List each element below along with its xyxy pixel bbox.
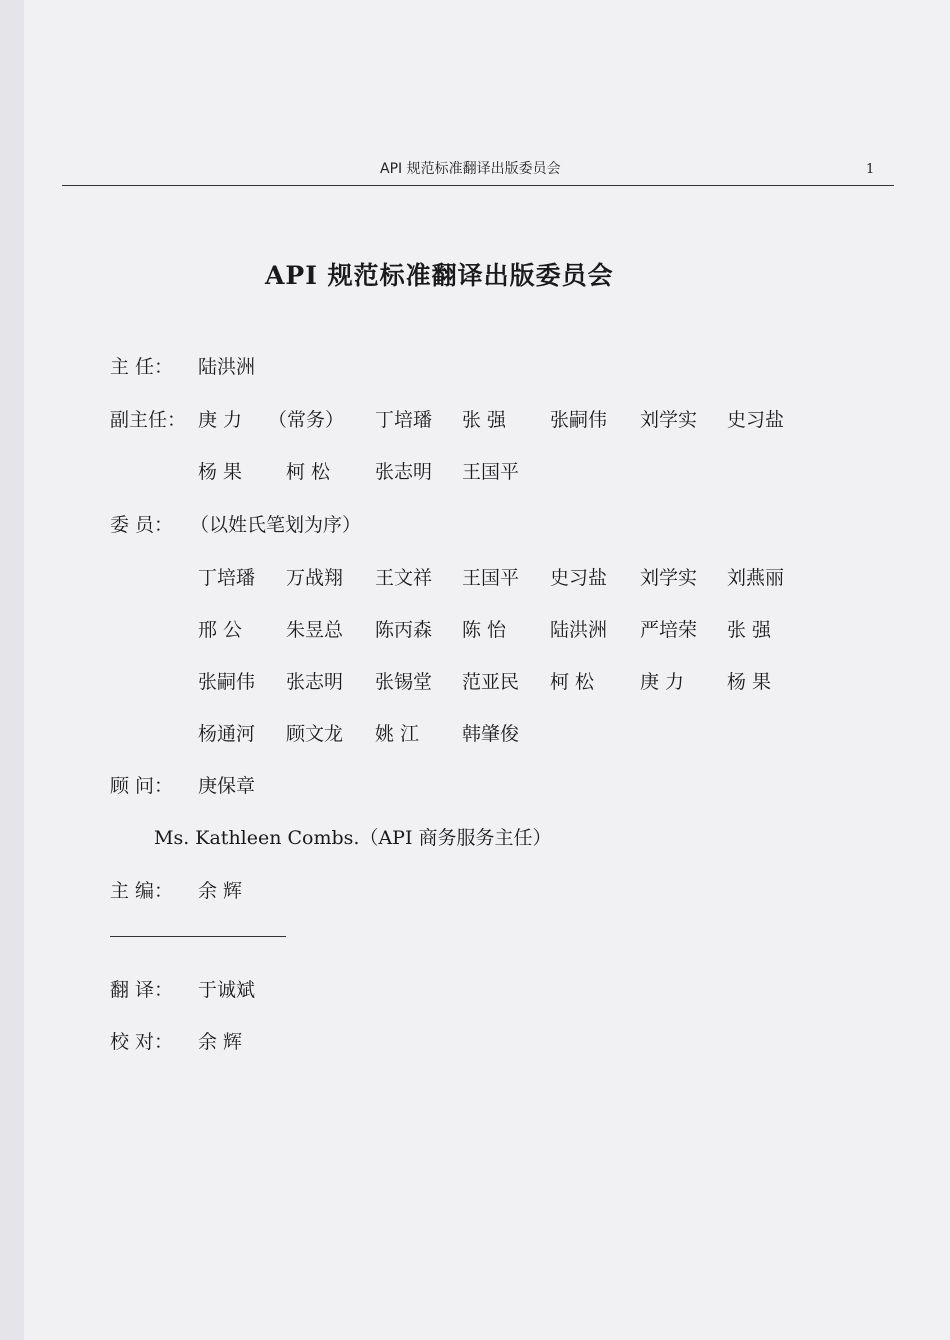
member-name: 史习盐 <box>550 567 608 589</box>
translator-name: 于诚斌 <box>198 979 256 1001</box>
editor-name: 余 辉 <box>198 880 243 902</box>
member-name: 顾文龙 <box>286 723 344 745</box>
deputy-note: （常务） <box>268 409 345 431</box>
running-header: API 规范标准翻译出版委员会 <box>380 161 561 177</box>
director-label: 主 任： <box>110 356 174 378</box>
translator-label: 翻 译： <box>110 979 174 1001</box>
member-name: 邢 公 <box>198 619 243 641</box>
member-name: 柯 松 <box>550 671 595 693</box>
member-name: 陈丙森 <box>375 619 433 641</box>
deputy-name: 丁培璠 <box>375 409 433 431</box>
member-name: 丁培璠 <box>198 567 256 589</box>
member-name: 范亚民 <box>462 671 520 693</box>
advisor-name-2: Ms. Kathleen Combs.（API 商务服务主任） <box>154 827 552 849</box>
header-rule <box>62 185 894 186</box>
deputy-name: 杨 果 <box>198 461 243 483</box>
member-name: 陆洪洲 <box>550 619 608 641</box>
member-name: 杨 果 <box>727 671 772 693</box>
member-name: 王国平 <box>462 567 520 589</box>
member-name: 朱昱总 <box>286 619 344 641</box>
member-name: 杨通河 <box>198 723 256 745</box>
deputy-name: 刘学实 <box>640 409 698 431</box>
member-name: 刘燕丽 <box>727 567 785 589</box>
member-name: 张嗣伟 <box>198 671 256 693</box>
member-name: 陈 怡 <box>462 619 507 641</box>
member-name: 姚 江 <box>375 723 420 745</box>
editor-label: 主 编： <box>110 880 174 902</box>
member-name: 张锡堂 <box>375 671 433 693</box>
deputy-name: 张志明 <box>375 461 433 483</box>
members-note: （以姓氏笔划为序） <box>190 514 362 536</box>
proofreader-name: 余 辉 <box>198 1031 243 1053</box>
deputy-director-label: 副主任： <box>110 409 187 431</box>
member-name: 万战翔 <box>286 567 344 589</box>
member-name: 王文祥 <box>375 567 433 589</box>
member-name: 张志明 <box>286 671 344 693</box>
member-name: 韩肇俊 <box>462 723 520 745</box>
page-number: 1 <box>866 162 875 177</box>
deputy-name: 柯 松 <box>286 461 331 483</box>
advisor-name: 庚保章 <box>198 775 256 797</box>
deputy-name: 张嗣伟 <box>550 409 608 431</box>
director-name: 陆洪洲 <box>198 356 256 378</box>
deputy-name: 王国平 <box>462 461 520 483</box>
advisor-label: 顾 问： <box>110 775 174 797</box>
page-title: API 规范标准翻译出版委员会 <box>265 261 614 290</box>
member-name: 刘学实 <box>640 567 698 589</box>
member-name: 张 强 <box>727 619 772 641</box>
deputy-name: 庚 力 <box>198 409 243 431</box>
member-name: 庚 力 <box>640 671 685 693</box>
proofreader-label: 校 对： <box>110 1031 174 1053</box>
deputy-name: 史习盐 <box>727 409 785 431</box>
deputy-name: 张 强 <box>462 409 507 431</box>
members-label: 委 员： <box>110 514 174 536</box>
member-name: 严培荣 <box>640 619 698 641</box>
section-rule <box>110 936 286 937</box>
scan-edge <box>0 0 24 1340</box>
